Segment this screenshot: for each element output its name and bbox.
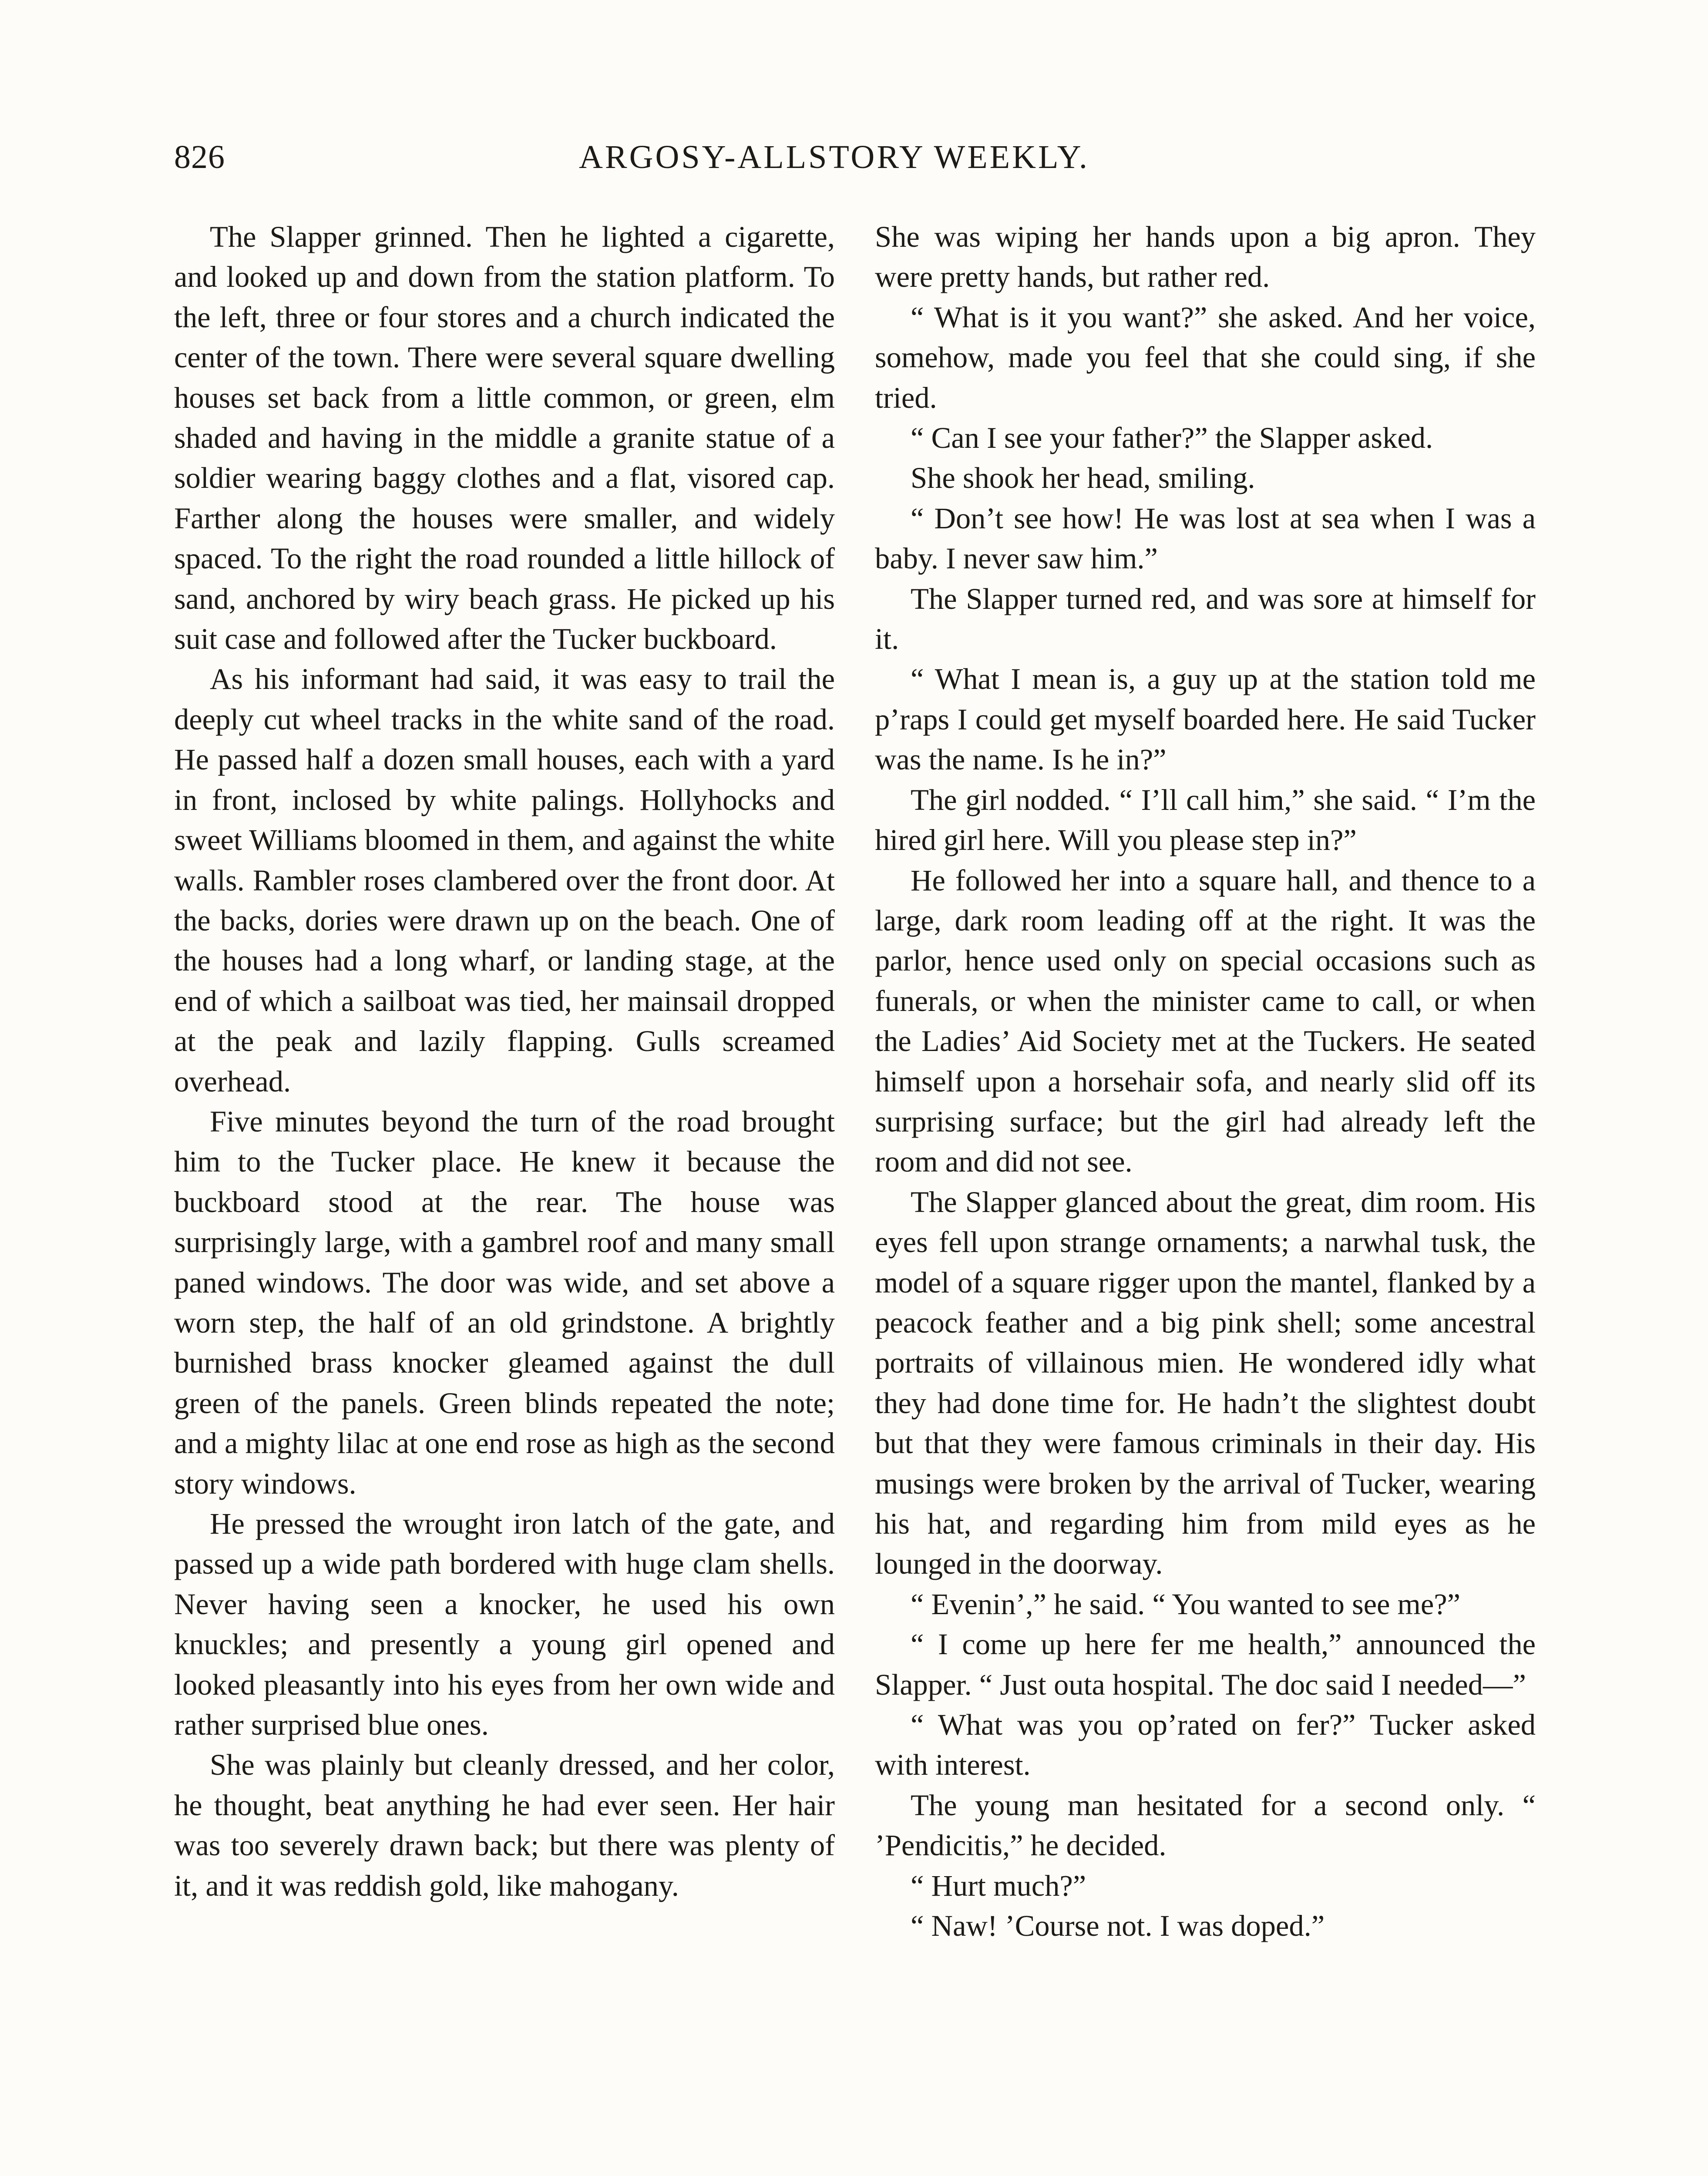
paragraph: “ What I mean is, a guy up at the station told me p’raps I could get myself boarded here. He said Tucker was the name. Is he in?” [875,662,1536,776]
paragraph: He pressed the wrought iron latch of the gate, and passed up a wide path bordered with huge clam shells. Never having seen a knocker, he used his own knuckles; and presently a young girl opened and looked pleasantly into his eyes from her own wide and rather surprised blue ones. [174,1507,835,1742]
paragraph-continuation: She was wiping her hands upon a big apron. They were pretty hands, but rather red. [875,220,1536,294]
paragraph: The young man hesitated for a second only. “ ’Pendicitis,” he decided. [875,1788,1536,1862]
running-head: ARGOSY-ALLSTORY WEEKLY. [579,139,1089,175]
paragraph: “ Evenin’,” he said. “ You wanted to see me?” [911,1587,1461,1621]
paragraph: “ What was you op’rated on fer?” Tucker asked with interest. [875,1708,1536,1782]
paragraph: He followed her into a square hall, and thence to a large, dark room leading off at the right. It was the parlor, hence used only on special occasions such as funerals, or when the minister came to call, or when the Ladies’ Aid Society met at the Tuckers. He seated himself upon a horsehair sofa, and nearly slid off its surprising surface; but the girl had already left the room and did not see. [875,863,1536,1179]
page-number: 826 [174,139,225,175]
paragraph: The Slapper glanced about the great, dim room. His eyes fell upon strange ornaments; a narwhal tusk, the model of a square rigger upon the mantel, flanked by a peacock feather and a big pink shell; some ancestral portraits of villainous mien. He wondered idly what they had done time for. He hadn’t the slightest doubt but that they were famous criminals in their day. His musings were broken by the arrival of Tucker, wearing his hat, and regarding him from mild eyes as he lounged in the doorway. [875,1185,1536,1581]
left-column [174,217,835,1906]
paragraph: As his informant had said, it was easy to trail the deeply cut wheel tracks in the white sand of the road. He passed half a dozen small houses, each with a yard in front, inclosed by white palings. Hollyhocks and sweet Williams bloomed in them, and against the white walls. Rambler roses clambered over the front door. At the backs, dories were drawn up on the beach. One of the houses had a long wharf, or landing stage, at the end of which a sailboat was tied, her mainsail dropped at the peak and lazily flapping. Gulls screamed overhead. [174,662,835,1098]
paragraph: She was plainly but cleanly dressed, and her color, he thought, beat anything he had ever seen. Her hair was too severely drawn back; but there was plenty of it, and it was reddish gold, like mahogany. [174,1748,835,1902]
paragraph: Five minutes beyond the turn of the road brought him to the Tucker place. He knew it because the buckboard stood at the rear. The house was surprisingly large, with a gambrel roof and many small paned windows. The door was wide, and set above a worn step, the half of an old grindstone. A brightly burnished brass knocker gleamed against the dull green of the panels. Green blinds repeated the note; and a mighty lilac at one end rose as high as the second story windows. [174,1105,835,1500]
paragraph: “ Don’t see how! He was lost at sea when I was a baby. I never saw him.” [875,501,1536,575]
paragraph: The girl nodded. “ I’ll call him,” she said. “ I’m the hired girl here. Will you please step in?” [875,783,1536,857]
paragraph: “ Naw! ’Course not. I was doped.” [911,1909,1325,1943]
paragraph: She shook her head, smiling. [911,461,1255,495]
right-column [875,217,1536,1946]
paragraph: “ I come up here fer me health,” announced the Slapper. “ Just outa hospital. The doc said I needed—” [875,1628,1536,1701]
paragraph: “ Hurt much?” [911,1869,1086,1902]
paragraph: “ What is it you want?” she asked. And her voice, somehow, made you feel that she could sing, if she tried. [875,300,1536,414]
paragraph: “ Can I see your father?” the Slapper asked. [911,421,1433,455]
paragraph: The Slapper grinned. Then he lighted a cigarette, and looked up and down from the station platform. To the left, three or four stores and a church indicated the center of the town. There were several square dwelling houses set back from a little common, or green, elm shaded and having in the middle a granite statue of a soldier wearing baggy clothes and a flat, visored cap. Farther along the houses were smaller, and widely spaced. To the right the road rounded a little hillock of sand, anchored by wiry beach grass. He picked up his suit case and followed after the Tucker buckboard. [174,220,835,656]
paragraph: The Slapper turned red, and was sore at himself for it. [875,582,1536,656]
